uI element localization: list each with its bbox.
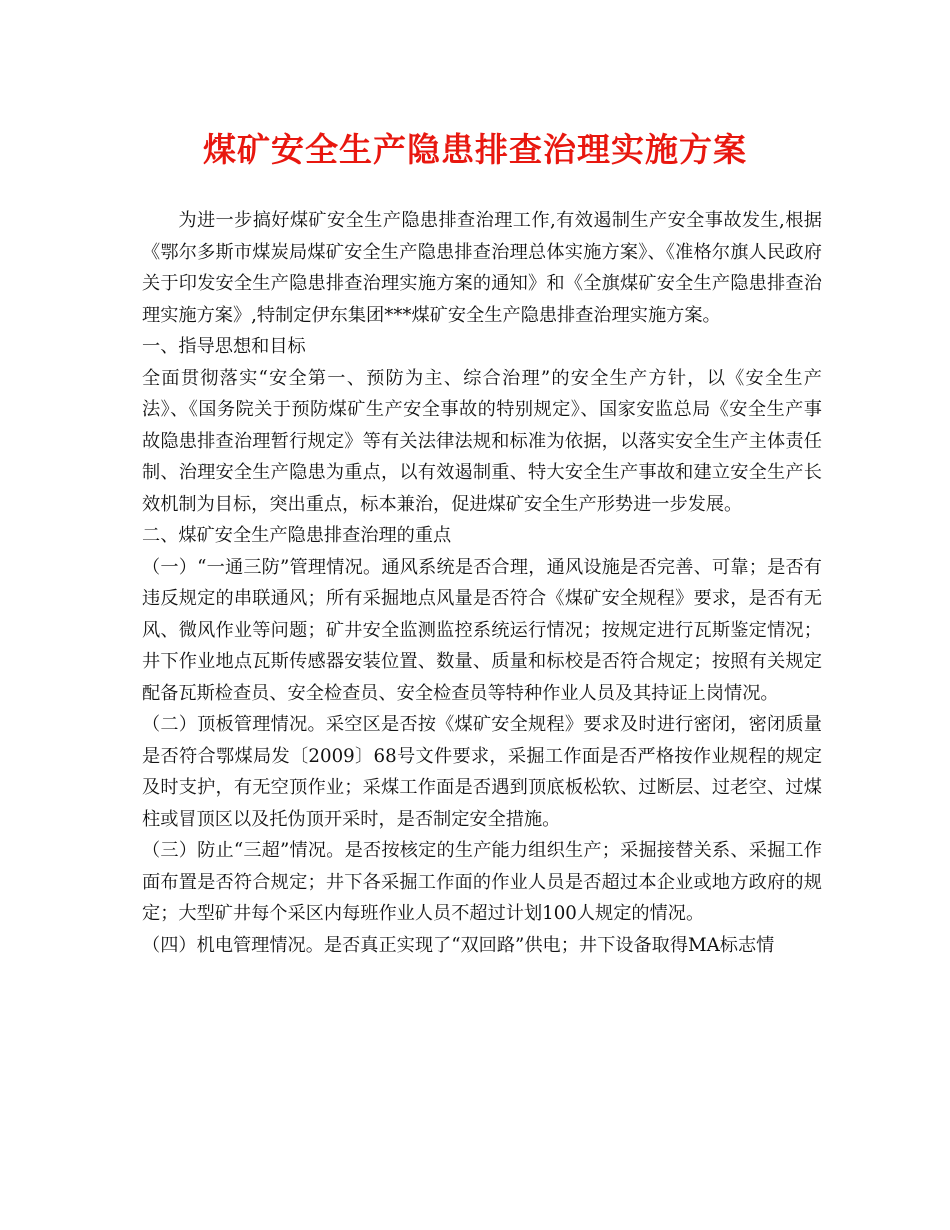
- section-heading-key-points: 二、煤矿安全生产隐患排查治理的重点: [142, 525, 452, 546]
- item-three-excess-paragraph: （三）防止“三超”情况。是否按核定的生产能力组织生产；采掘接替关系、采掘工作面布置是否符合规定；井下各采掘工作面的作业人员是否超过本企业或地方政府的规定；大型矿井每个采区内每班作业人员不超过计划100人规定的情况。: [142, 840, 822, 924]
- document-title: 煤矿安全生产隐患排查治理实施方案: [203, 130, 747, 169]
- item-roof-management-paragraph: （二）顶板管理情况。采空区是否按《煤矿安全规程》要求及时进行密闭，密闭质量是否符合鄂煤局发〔2009〕68号文件要求，采掘工作面是否严格按作业规程的规定及时支护，有无空顶作业；采煤工作面是否遇到顶底板松软、过断层、过老空、过煤柱或冒顶区以及托伪顶开采时，是否制定安全措施。: [142, 714, 822, 830]
- section-heading-guiding-principles: 一、指导思想和目标: [142, 336, 306, 357]
- item-electromechanical-paragraph: （四）机电管理情况。是否真正实现了“双回路”供电；井下设备取得MA标志情: [142, 934, 775, 956]
- guiding-principles-paragraph: 全面贯彻落实“安全第一、预防为主、综合治理”的安全生产方针，以《安全生产法》、《国务院关于预防煤矿生产安全事故的特别规定》、国家安监总局《安全生产事故隐患排查治理暂行规定》等有关法律法规和标准为依据，以落实安全生产主体责任制、治理安全生产隐患为重点，以有效遏制重、特大安全生产事故和建立安全生产长效机制为目标，突出重点，标本兼治，促进煤矿安全生产形势进一步发展。: [142, 367, 822, 515]
- document-body: [142, 205, 822, 961]
- intro-paragraph: 为进一步搞好煤矿安全生产隐患排查治理工作,有效遏制生产安全事故发生,根据《鄂尔多斯市煤炭局煤矿安全生产隐患排查治理总体实施方案》、《准格尔旗人民政府关于印发安全生产隐患排查治理实施方案的通知》和《全旗煤矿安全生产隐患排查治理实施方案》,特制定伊东集团***煤矿安全生产隐患排查治理实施方案。: [142, 210, 822, 326]
- item-ventilation-paragraph: （一）“一通三防”管理情况。通风系统是否合理，通风设施是否完善、可靠；是否有违反规定的串联通风；所有采掘地点风量是否符合《煤矿安全规程》要求，是否有无风、微风作业等问题；矿井安全监测监控系统运行情况；按规定进行瓦斯鉴定情况；井下作业地点瓦斯传感器安装位置、数量、质量和标校是否符合规定；按照有关规定配备瓦斯检查员、安全检查员、安全检查员等特种作业人员及其持证上岗情况。: [142, 556, 822, 704]
